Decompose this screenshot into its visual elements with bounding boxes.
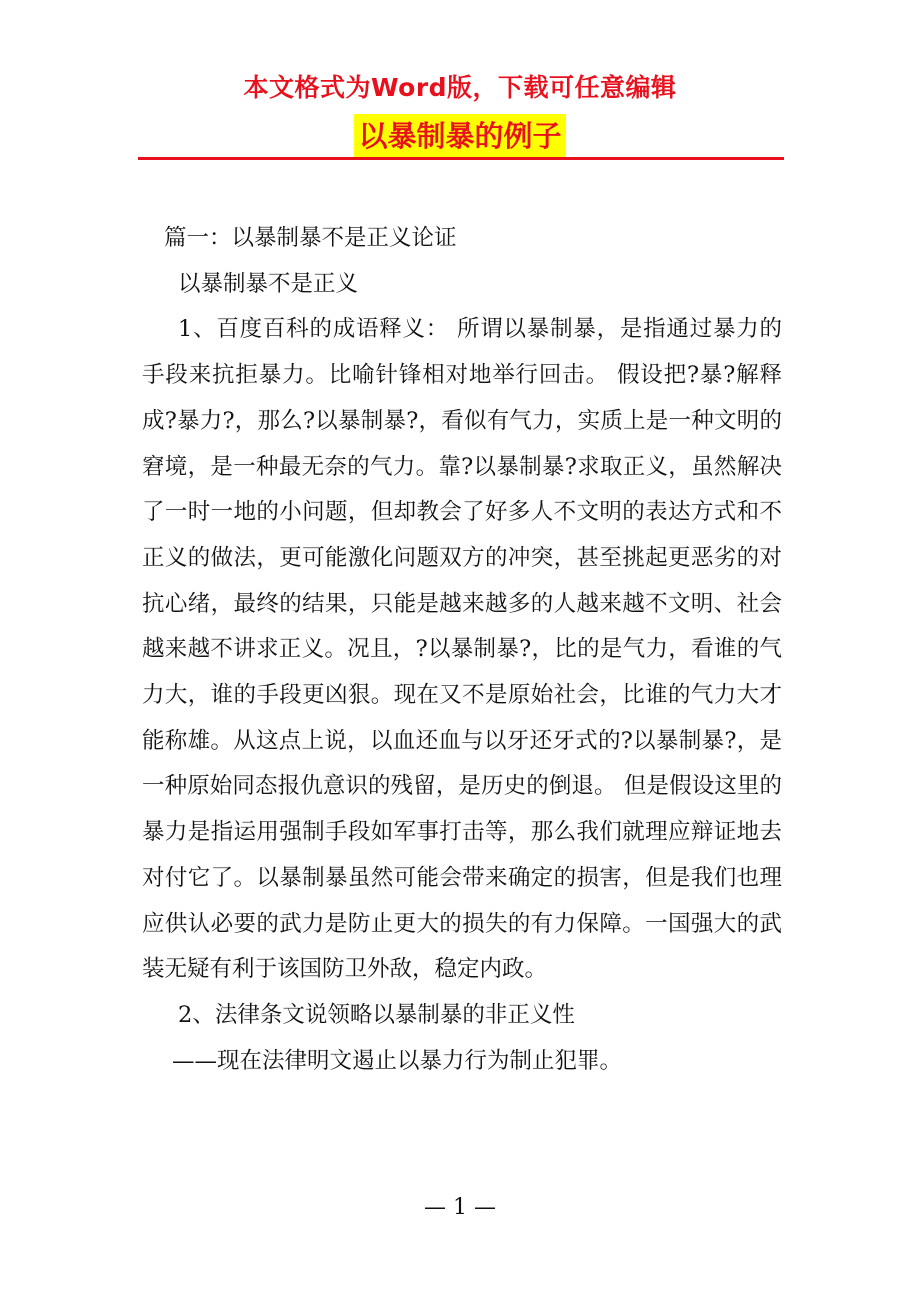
subheading: 以暴制暴不是正义 (178, 270, 359, 297)
paragraph-point-2: 2、法律条文说领略以暴制暴的非正义性 (178, 1001, 575, 1028)
format-banner: 本文格式为Word版，下载可任意编辑 (243, 73, 677, 102)
paragraph-point-2-note: ——现在法律明文遏止以暴力行为制止犯罪。 (172, 1047, 623, 1074)
paragraph-point-1: 1、百度百科的成语释义： 所谓以暴制暴，是指通过暴力的手段来抗拒暴力。比喻针锋相对地举行回击。 假设把?暴?解释成?暴力?，那么?以暴制暴?，看似有气力，实质上是一种文明的窘境，是一种最无奈的气力。靠?以暴制暴?求取正义，虽然解决了一时一地的小问题，但却教会了好多人不文明的表达方式和不正义的做法，更可能激化问题双方的冲突，甚至挑起更恶劣的对抗心绪，最终的结果，只能是越来越多的人越来越不文明、社会越来越不讲求正义。况且，?以暴制暴?，比的是气力，看谁的气力大，谁的手段更凶狠。现在又不是原始社会，比谁的气力大才能称雄。从这点上说，以血还血与以牙还牙式的?以暴制暴?，是一种原始同态报仇意识的残留，是历史的倒退。 但是假设这里的暴力是指运用强制手段如军事打击等，那么我们就理应辩证地去对付它了。以暴制暴虽然可能会带来确定的损害，但是我们也理应供认必要的武力是防止更大的损失的有力保障。一国强大的武装无疑有利于该国防卫外敌，稳定内政。 (142, 316, 782, 983)
section-heading: 篇一：以暴制暴不是正义论证 (164, 225, 457, 251)
title-divider (138, 157, 784, 160)
document-body (142, 216, 782, 1084)
document-title: 以暴制暴的例子 (354, 114, 565, 158)
page-number: — 1 — (424, 1195, 496, 1220)
title-container (0, 114, 920, 158)
